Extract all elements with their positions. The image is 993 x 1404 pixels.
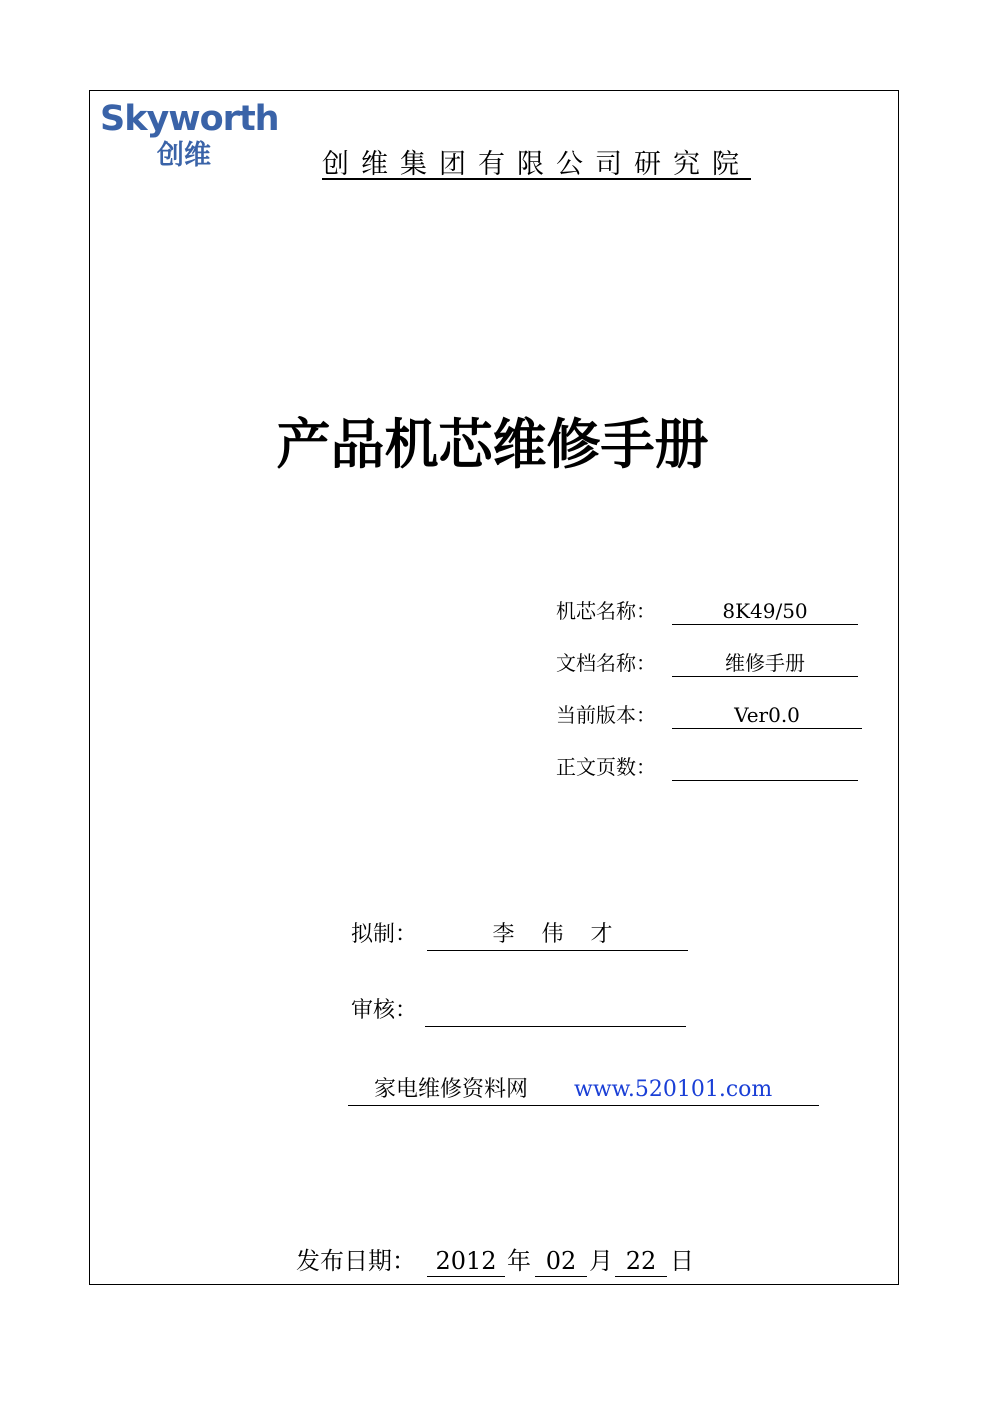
website-link[interactable]: www.520101.com [574,1077,773,1102]
skyworth-logo [100,96,280,182]
website-name: 家电维修资料网 [374,1077,529,1102]
version-label: 当前版本： [556,703,656,727]
organization-name: 创维集团有限公司研究院 [322,149,751,180]
release-month: 02 [535,1244,587,1277]
pages-value [672,752,858,781]
release-month-unit: 月 [589,1247,613,1275]
logo-english-text: Skyworth [100,99,279,139]
doc-value: 维修手册 [672,648,858,677]
release-date-label: 发布日期： [296,1247,416,1275]
pages-label: 正文页数： [556,755,656,779]
reviewer-value [425,994,686,1027]
doc-label: 文档名称： [556,651,656,675]
logo-chinese-text: 创维 [157,140,211,171]
release-day-unit: 日 [670,1247,694,1275]
chassis-label: 机芯名称： [556,599,656,623]
version-value: Ver0.0 [672,700,862,729]
drafter-value: 李 伟 才 [427,918,688,951]
release-year: 2012 [427,1244,505,1277]
chassis-value: 8K49/50 [672,596,858,625]
website-line [348,1075,819,1106]
drafter-label: 拟制： [351,922,418,947]
release-year-unit: 年 [507,1247,531,1275]
document-title: 产品机芯维修手册 [276,413,709,476]
reviewer-label: 审核： [351,998,418,1023]
release-day: 22 [615,1244,667,1277]
